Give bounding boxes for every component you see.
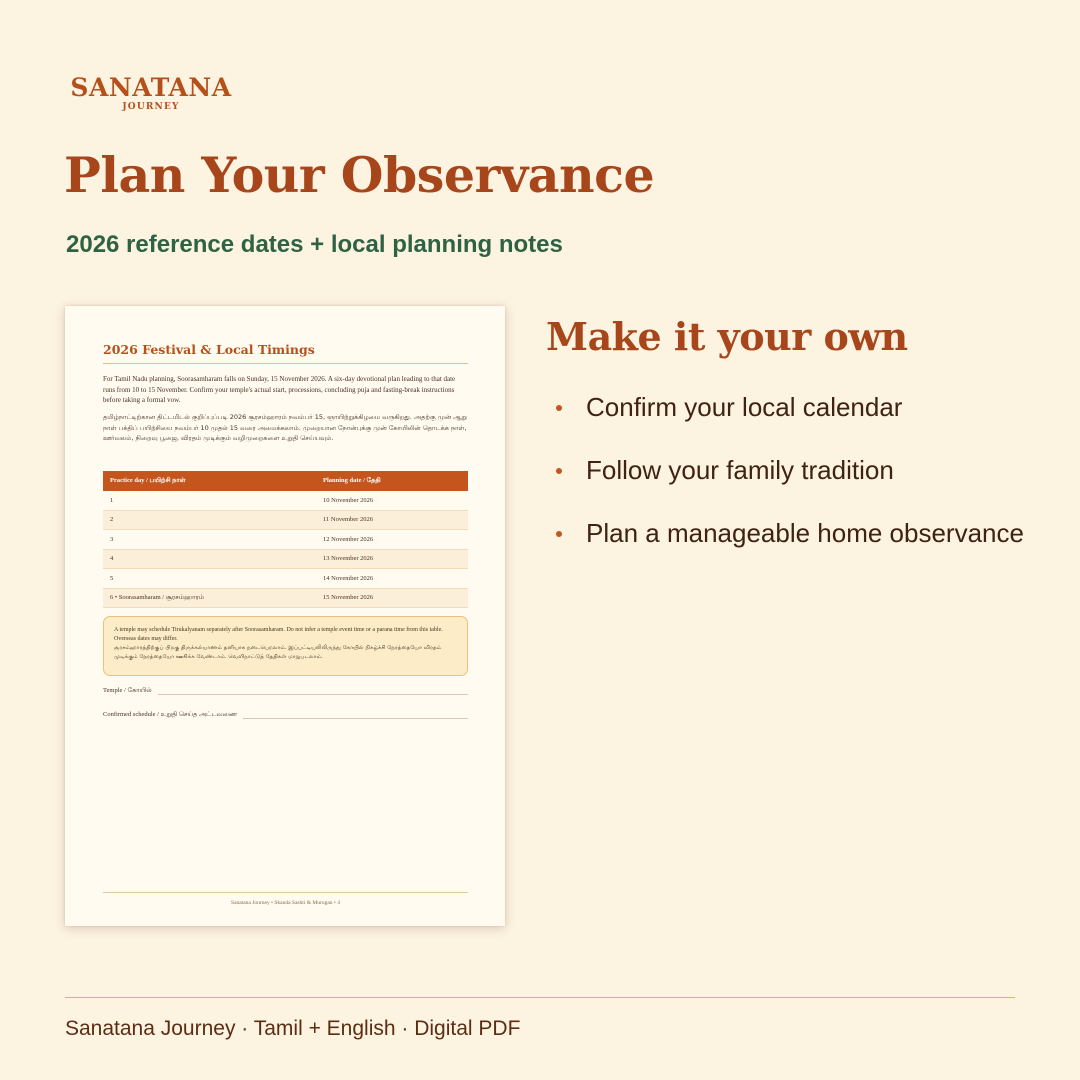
bullet-dot-icon: [556, 405, 562, 411]
table-row: [103, 569, 468, 589]
schedule-field-label: Confirmed schedule / உறுதி செய்த அட்டவணை: [103, 711, 238, 718]
feature-item-label: Plan a manageable home observance: [586, 518, 1024, 548]
feature-list: [556, 388, 1036, 577]
table-cell-day: 6 • Soorasamharam / சூரசம்ஹாரம்: [110, 593, 205, 601]
page-title: Plan Your Observance: [64, 146, 655, 204]
table-cell-date: 12 November 2026: [323, 535, 374, 543]
document-preview: [65, 306, 505, 926]
feature-item-label: Follow your family tradition: [586, 455, 894, 485]
timings-table: [103, 471, 468, 608]
table-cell-date: 14 November 2026: [323, 574, 374, 582]
table-cell-date: 11 November 2026: [323, 516, 373, 524]
table-row: [103, 530, 468, 550]
header-planning-date: Planning date / தேதி: [323, 477, 381, 484]
table-cell-day: 1: [110, 496, 114, 504]
table-cell-day: 2: [110, 516, 114, 524]
brand-name: SANATANA: [70, 73, 232, 102]
feature-item: [556, 388, 1036, 427]
preview-note-box: [103, 616, 468, 676]
temple-field-line: [158, 687, 468, 695]
bullet-dot-icon: [556, 531, 562, 537]
table-cell-date: 15 November 2026: [323, 594, 374, 602]
brand-sub: JOURNEY: [122, 102, 180, 112]
table-cell-day: 4: [110, 555, 114, 563]
note-tamil: சூரசம்ஹாரத்திற்குப் பிறகு திருக்கல்யாணம் தனியாக நடைபெறலாம். இப்பட்டியலிலிருந்து கோயில் நிகழ்ச்சி நேரத்தையோ விரதம் முடிக்கும் நேரத்தையோ ஊகிக்க வேண்டாம். வெளிநாட்டுத் தேதிகள் மாறுபடலாம்.: [114, 645, 442, 660]
table-row: [103, 550, 468, 570]
preview-paragraph-english: For Tamil Nadu planning, Soorasamharam falls on Sunday, 15 November 2026. A six-day devotional plan leading to that date runs from 10 to 15 November. Confirm your temple's actual start, processions, concluding puja and fasting-break instructions before taking a formal vow.: [103, 375, 456, 404]
preview-paragraph-tamil: தமிழ்நாட்டிற்கான திட்டமிடல் குறிப்புப்படி 2026 சூரசம்ஹாரம் நவம்பர் 15, ஞாயிற்றுக்கிழமை வருகிறது. அதற்கு முன் ஆறு நாள் பக்திப் பயிற்சியை நவம்பர் 10 முதல் 15 வரை அமைக்கலாம். முறையான நோன்புக்கு முன் கோயிலின் தொடக்க நாள், ஊர்வலம், நிறைவு பூஜை, விரதம் முடிக்கும் வழிமுறைகளை உறுதி செய்யவும்.: [103, 413, 467, 442]
table-cell-day: 3: [110, 535, 114, 543]
temple-field: [103, 687, 468, 695]
section-title: Make it your own: [546, 314, 908, 359]
note-english: A temple may schedule Tirukalyanam separately after Soorasamharam. Do not infer a temple event time or a parana time from this table. Overseas dates may differ.: [114, 627, 443, 642]
table-cell-date: 10 November 2026: [323, 496, 374, 504]
table-row: [103, 589, 468, 609]
footer-divider: [65, 997, 1015, 998]
preview-heading: 2026 Festival & Local Timings: [103, 342, 468, 364]
page-subtitle: 2026 reference dates + local planning notes: [66, 231, 563, 258]
schedule-field: [103, 711, 468, 719]
page-footer: Sanatana Journey · Tamil + English · Digital PDF: [65, 1017, 521, 1040]
feature-item-label: Confirm your local calendar: [586, 392, 903, 422]
preview-footer-divider: [103, 892, 468, 893]
bullet-dot-icon: [556, 468, 562, 474]
table-row: [103, 511, 468, 531]
feature-item: [556, 451, 1036, 490]
feature-item: [556, 514, 1036, 553]
header-practice-day: Practice day / பயிற்சி நாள்: [110, 477, 186, 484]
temple-field-label: Temple / கோயில்: [103, 687, 152, 694]
brand-logo: [66, 74, 236, 112]
schedule-field-line: [243, 711, 468, 719]
table-cell-date: 13 November 2026: [323, 555, 374, 563]
table-row: [103, 491, 468, 511]
table-header: [103, 471, 468, 491]
preview-footer: Sanatana Journey • Skanda Sashti & Murugan • 4: [231, 900, 340, 906]
table-cell-day: 5: [110, 574, 114, 582]
